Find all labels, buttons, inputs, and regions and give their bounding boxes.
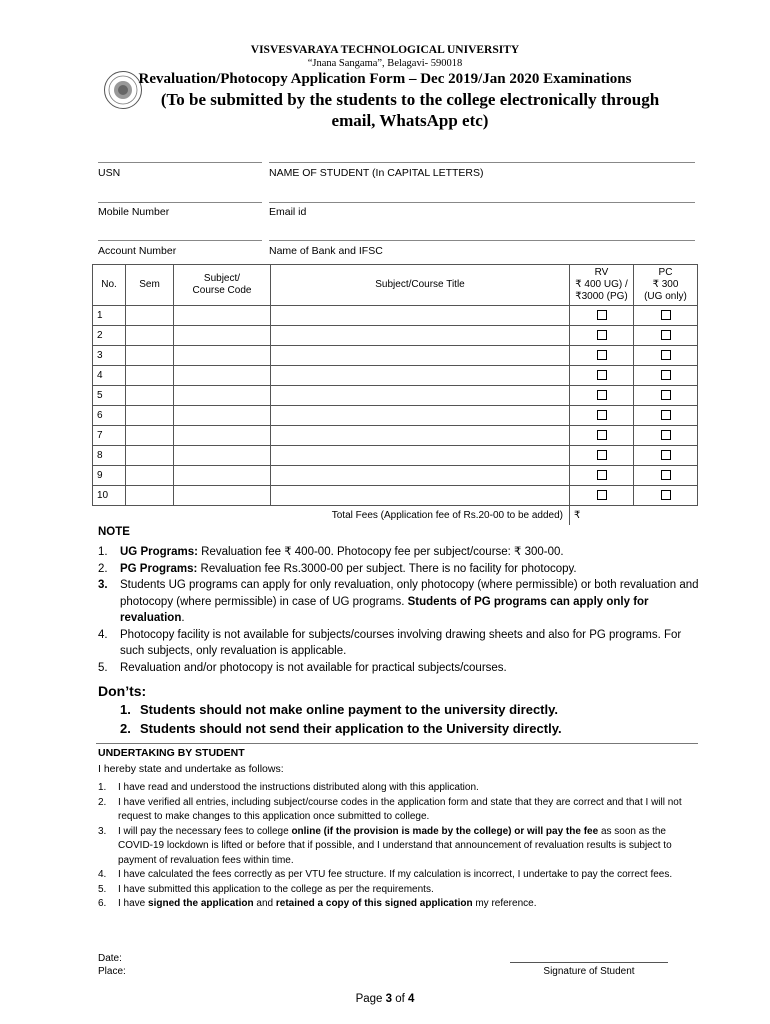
sem-cell[interactable] (126, 446, 174, 466)
pc-cell (634, 346, 698, 366)
row-number: 5 (93, 386, 126, 406)
note-item: 2. PG Programs: Revaluation fee Rs.3000-00 per subject. There is no facility for photocopy. (98, 562, 577, 575)
sem-cell[interactable] (126, 426, 174, 446)
sem-cell[interactable] (126, 306, 174, 326)
dont-item: 1. Students should not make online payment to the university directly. (120, 702, 558, 717)
col-rv: RV ₹ 400 UG) / ₹3000 (PG) (570, 265, 634, 306)
undertaking-item: 5. I have submitted this application to the college as per the requirements. (98, 883, 434, 895)
email-line[interactable] (269, 202, 695, 203)
course-code-cell[interactable] (174, 486, 271, 506)
rv-checkbox[interactable] (597, 410, 607, 420)
table-row (93, 306, 698, 326)
place-label: Place: (98, 966, 126, 977)
col-pc: PC ₹ 300 (UG only) (634, 265, 698, 306)
email-label: Email id (269, 206, 307, 218)
donts-heading: Don’ts: (98, 683, 147, 699)
signature-label: Signature of Student (543, 966, 635, 977)
instruction-line-1: (To be submitted by the students to the college electronically through (160, 90, 660, 109)
col-no: No. (93, 265, 126, 306)
pc-cell (634, 386, 698, 406)
course-title-cell[interactable] (271, 426, 570, 446)
account-line[interactable] (98, 240, 262, 241)
pc-checkbox[interactable] (661, 390, 671, 400)
rv-checkbox[interactable] (597, 350, 607, 360)
course-code-cell[interactable] (174, 406, 271, 426)
rv-checkbox[interactable] (597, 490, 607, 500)
notes-list (98, 544, 700, 676)
rv-checkbox[interactable] (597, 330, 607, 340)
pc-cell (634, 326, 698, 346)
note-item: 1. UG Programs: Revaluation fee ₹ 400-00. Photocopy fee per subject/course: ₹ 300-00. (98, 546, 564, 558)
submission-instruction (120, 89, 700, 131)
table-row (93, 446, 698, 466)
undertaking-list (98, 781, 700, 912)
row-number: 3 (93, 346, 126, 366)
row-number: 10 (93, 486, 126, 506)
course-title-cell[interactable] (271, 466, 570, 486)
table-header-row (93, 265, 698, 306)
rv-cell (570, 306, 634, 326)
course-code-cell[interactable] (174, 466, 271, 486)
course-code-cell[interactable] (174, 426, 271, 446)
divider (96, 743, 698, 744)
pc-checkbox[interactable] (661, 430, 671, 440)
table-row (93, 386, 698, 406)
bank-line[interactable] (269, 240, 695, 241)
undertaking-item: 3. I will pay the necessary fees to college online (if the provision is made by the college) or will pay the fee as soon as the COVID-19 lockdown is lifted or before that if possible, and I understand that announcement of revaluation results is subject to payment of revaluation fees within time. (98, 825, 672, 866)
course-code-cell[interactable] (174, 446, 271, 466)
rv-checkbox[interactable] (597, 470, 607, 480)
pc-cell (634, 306, 698, 326)
pc-checkbox[interactable] (661, 470, 671, 480)
instruction-line-2: email, WhatsApp etc) (331, 111, 489, 130)
rv-cell (570, 446, 634, 466)
note-item: 5. Revaluation and/or photocopy is not available for practical subjects/courses. (98, 661, 507, 674)
subjects-table (92, 264, 698, 525)
student-name-label: NAME OF STUDENT (In CAPITAL LETTERS) (269, 167, 484, 179)
rv-checkbox[interactable] (597, 450, 607, 460)
col-title: Subject/Course Title (271, 265, 570, 306)
pc-checkbox[interactable] (661, 310, 671, 320)
note-item: 4. Photocopy facility is not available for subjects/courses involving drawing sheets and also for PG programs. For such subjects, only revaluation is applicable. (98, 628, 682, 657)
course-title-cell[interactable] (271, 446, 570, 466)
university-subtitle: “Jnana Sangama”, Belagavi- 590018 (307, 58, 463, 69)
pc-cell (634, 406, 698, 426)
pc-cell (634, 366, 698, 386)
table-row (93, 366, 698, 386)
sem-cell[interactable] (126, 486, 174, 506)
rv-cell (570, 346, 634, 366)
sem-cell[interactable] (126, 346, 174, 366)
rv-cell (570, 366, 634, 386)
account-label: Account Number (98, 245, 177, 257)
row-number: 9 (93, 466, 126, 486)
course-title-cell[interactable] (271, 306, 570, 326)
table-row (93, 426, 698, 446)
table-row (93, 406, 698, 426)
undertaking-item: 6. I have signed the application and retained a copy of this signed application my reference. (98, 898, 537, 909)
course-title-cell[interactable] (271, 346, 570, 366)
row-number: 4 (93, 366, 126, 386)
total-fees-value[interactable]: ₹ (570, 506, 698, 526)
undertaking-item: 4. I have calculated the fees correctly as per VTU fee structure. If my calculation is incorrect, I undertake to pay the correct fees. (98, 869, 673, 880)
pc-checkbox[interactable] (661, 450, 671, 460)
undertaking-item: 2. I have verified all entries, including subject/course codes in the application form and state that they are correct and that I will not request to make changes to this application once submitted to college. (98, 796, 682, 822)
table-row (93, 466, 698, 486)
col-code: Subject/ Course Code (174, 265, 271, 306)
rv-cell (570, 486, 634, 506)
table-row (93, 326, 698, 346)
donts-list (120, 700, 562, 738)
rv-cell (570, 406, 634, 426)
table-row (93, 346, 698, 366)
pc-checkbox[interactable] (661, 370, 671, 380)
university-name: VISVESVARAYA TECHNOLOGICAL UNIVERSITY (250, 44, 520, 56)
row-number: 7 (93, 426, 126, 446)
course-code-cell[interactable] (174, 306, 271, 326)
page-number: Page 3 of 4 (355, 993, 415, 1005)
dont-item: 2. Students should not send their application to the University directly. (120, 721, 562, 736)
pc-cell (634, 446, 698, 466)
rv-checkbox[interactable] (597, 370, 607, 380)
rv-checkbox[interactable] (597, 430, 607, 440)
course-code-cell[interactable] (174, 346, 271, 366)
row-number: 8 (93, 446, 126, 466)
course-code-cell[interactable] (174, 386, 271, 406)
signature-line[interactable] (510, 962, 668, 963)
total-fees-row (93, 506, 698, 526)
undertaking-heading: UNDERTAKING BY STUDENT (98, 747, 245, 759)
usn-label: USN (98, 167, 121, 179)
student-name-line[interactable] (269, 162, 695, 163)
rv-checkbox[interactable] (597, 310, 607, 320)
sem-cell[interactable] (126, 466, 174, 486)
course-code-cell[interactable] (174, 366, 271, 386)
course-title-cell[interactable] (271, 386, 570, 406)
row-number: 2 (93, 326, 126, 346)
rv-cell (570, 426, 634, 446)
rv-checkbox[interactable] (597, 390, 607, 400)
undertaking-item: 1. I have read and understood the instructions distributed along with this application. (98, 782, 479, 793)
pc-cell (634, 486, 698, 506)
note-heading: NOTE (98, 526, 130, 538)
usn-line[interactable] (98, 162, 262, 163)
pc-cell (634, 466, 698, 486)
col-sem: Sem (126, 265, 174, 306)
course-code-cell[interactable] (174, 326, 271, 346)
course-title-cell[interactable] (271, 486, 570, 506)
mobile-line[interactable] (98, 202, 262, 203)
row-number: 6 (93, 406, 126, 426)
course-title-cell[interactable] (271, 406, 570, 426)
form-title: Revaluation/Photocopy Application Form – Dec 2019/Jan 2020 Examinations (138, 71, 632, 87)
rv-cell (570, 386, 634, 406)
pc-checkbox[interactable] (661, 410, 671, 420)
bank-label: Name of Bank and IFSC (269, 245, 383, 257)
table-row (93, 486, 698, 506)
sem-cell[interactable] (126, 326, 174, 346)
pc-cell (634, 426, 698, 446)
pc-checkbox[interactable] (661, 330, 671, 340)
rv-cell (570, 466, 634, 486)
row-number: 1 (93, 306, 126, 326)
sem-cell[interactable] (126, 386, 174, 406)
mobile-label: Mobile Number (98, 206, 170, 218)
pc-checkbox[interactable] (661, 350, 671, 360)
course-title-cell[interactable] (271, 326, 570, 346)
total-fees-label: Total Fees (Application fee of Rs.20-00 to be added) (93, 506, 570, 526)
date-label: Date: (98, 953, 122, 964)
pc-checkbox[interactable] (661, 490, 671, 500)
rv-cell (570, 326, 634, 346)
sem-cell[interactable] (126, 366, 174, 386)
sem-cell[interactable] (126, 406, 174, 426)
course-title-cell[interactable] (271, 366, 570, 386)
undertaking-intro: I hereby state and undertake as follows: (98, 763, 284, 775)
note-item: 3. Students UG programs can apply for only revaluation, only photocopy (where permissible) or both revaluation and photocopy (where permissible) in case of UG programs. Students of PG programs can apply only for revaluation. (98, 579, 699, 624)
